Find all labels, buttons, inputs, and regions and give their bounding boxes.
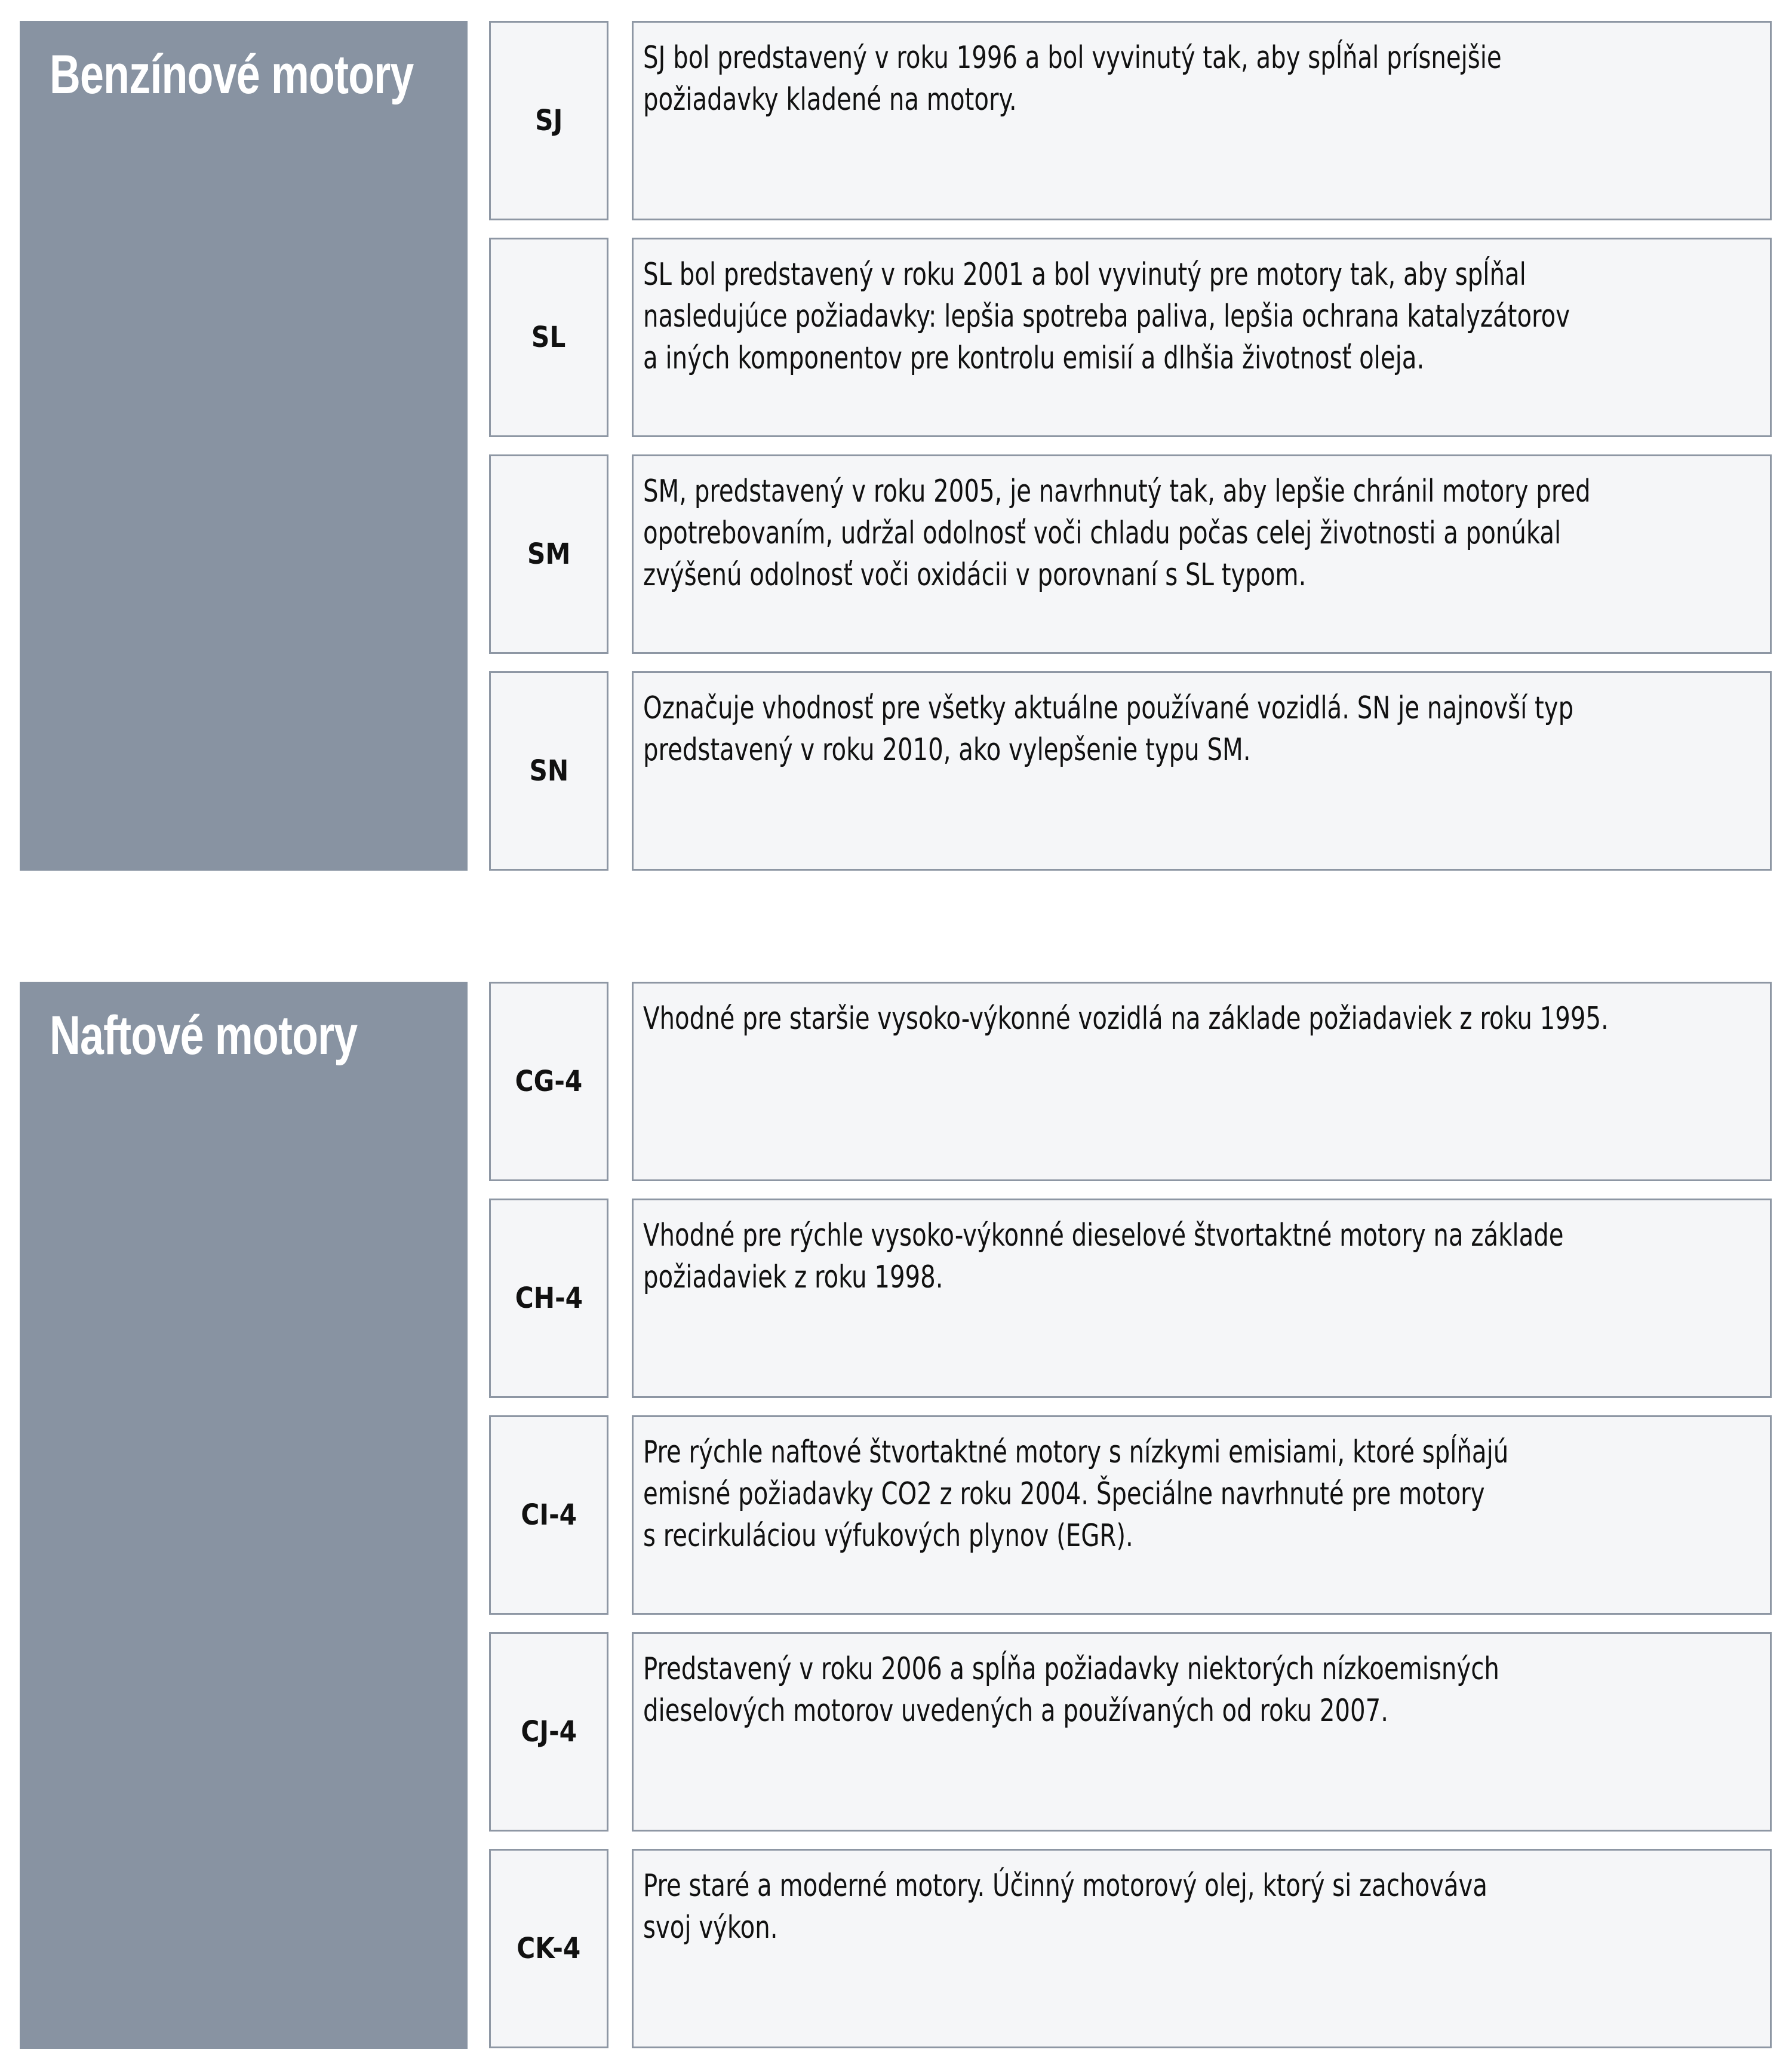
spec-description [643,687,1747,771]
description-cell [632,671,1772,871]
section-header-panel [20,21,468,871]
section-title: Benzínové motory [50,44,414,105]
code-cell [489,21,608,220]
spec-description [643,1648,1747,1732]
spec-row-cj-4 [489,1632,1772,1832]
spec-code: CI-4 [521,1498,577,1532]
spec-row-sm [489,454,1772,654]
spec-description [643,1865,1747,1949]
spec-code: SM [527,537,571,571]
spec-description [643,998,1747,1040]
code-cell [489,1632,608,1832]
section-header-panel [20,982,468,2049]
description-cell [632,1849,1772,2048]
description-cell [632,1199,1772,1398]
description-line: požiadaviek z roku 1998. [643,1259,943,1295]
code-cell [489,1199,608,1398]
section-gasoline-engines [20,21,1772,871]
spec-code: CH-4 [515,1282,583,1315]
description-cell [632,454,1772,654]
code-cell [489,454,608,654]
code-cell [489,982,608,1181]
spec-code: SN [529,754,568,788]
spec-code: CK-4 [517,1932,581,1965]
description-line: Predstavený v roku 2006 a spĺňa požiadavky niektorých nízkoemisných [643,1651,1499,1687]
spec-row-cg-4 [489,982,1772,1181]
description-line: Vhodné pre rýchle vysoko-výkonné dieselové štvortaktné motory na základe [643,1218,1564,1253]
code-cell [489,671,608,871]
code-cell [489,1415,608,1615]
description-line: emisné požiadavky CO2 z roku 2004. Špeciálne navrhnuté pre motory [643,1476,1485,1512]
description-line: SL bol predstavený v roku 2001 a bol vyvinutý pre motory tak, aby spĺňal [643,257,1526,293]
description-line: Pre rýchle naftové štvortaktné motory s nízkymi emisiami, ktoré spĺňajú [643,1434,1509,1470]
description-cell [632,21,1772,220]
spec-row-sn [489,671,1772,871]
description-line: Označuje vhodnosť pre všetky aktuálne používané vozidlá. SN je najnovší typ [643,690,1574,726]
spec-description [643,1215,1747,1298]
section-diesel-engines [20,982,1772,2049]
spec-code: SL [531,321,566,354]
description-line: predstavený v roku 2010, ako vylepšenie typu SM. [643,732,1251,768]
description-line: Pre staré a moderné motory. Účinný motorový olej, ktorý si zachováva [643,1868,1487,1904]
description-line: nasledujúce požiadavky: lepšia spotreba paliva, lepšia ochrana katalyzátorov [643,299,1570,334]
description-cell [632,238,1772,437]
spec-row-sl [489,238,1772,437]
description-cell [632,1632,1772,1832]
spec-row-sj [489,21,1772,220]
description-line: zvýšenú odolnosť voči oxidácii v porovnaní s SL typom. [643,557,1307,593]
spec-description [643,254,1747,379]
description-line: SJ bol predstavený v roku 1996 a bol vyvinutý tak, aby spĺňal prísnejšie [643,40,1502,76]
spec-row-ci-4 [489,1415,1772,1615]
description-line: opotrebovaním, udržal odolnosť voči chladu počas celej životnosti a ponúkal [643,515,1562,551]
code-cell [489,238,608,437]
code-cell [489,1849,608,2048]
description-line: Vhodné pre staršie vysoko-výkonné vozidlá na základe požiadaviek z roku 1995. [643,1001,1609,1037]
description-line: svoj výkon. [643,1910,778,1946]
spec-description [643,1431,1747,1557]
description-cell [632,1415,1772,1615]
spec-code: CG-4 [515,1065,583,1098]
spec-description [643,37,1747,121]
description-line: a iných komponentov pre kontrolu emisií a dlhšia životnosť oleja. [643,340,1425,376]
description-cell [632,982,1772,1181]
spec-code: SJ [534,104,563,137]
spec-row-ch-4 [489,1199,1772,1398]
description-line: SM, predstavený v roku 2005, je navrhnutý tak, aby lepšie chránil motory pred [643,474,1591,509]
spec-description [643,471,1747,596]
description-line: požiadavky kladené na motory. [643,82,1017,118]
spec-row-ck-4 [489,1849,1772,2048]
description-line: s recirkuláciou výfukových plynov (EGR). [643,1518,1133,1554]
description-line: dieselových motorov uvedených a používaných od roku 2007. [643,1693,1388,1729]
section-title: Naftové motory [50,1005,358,1066]
spec-code: CJ-4 [521,1715,577,1749]
